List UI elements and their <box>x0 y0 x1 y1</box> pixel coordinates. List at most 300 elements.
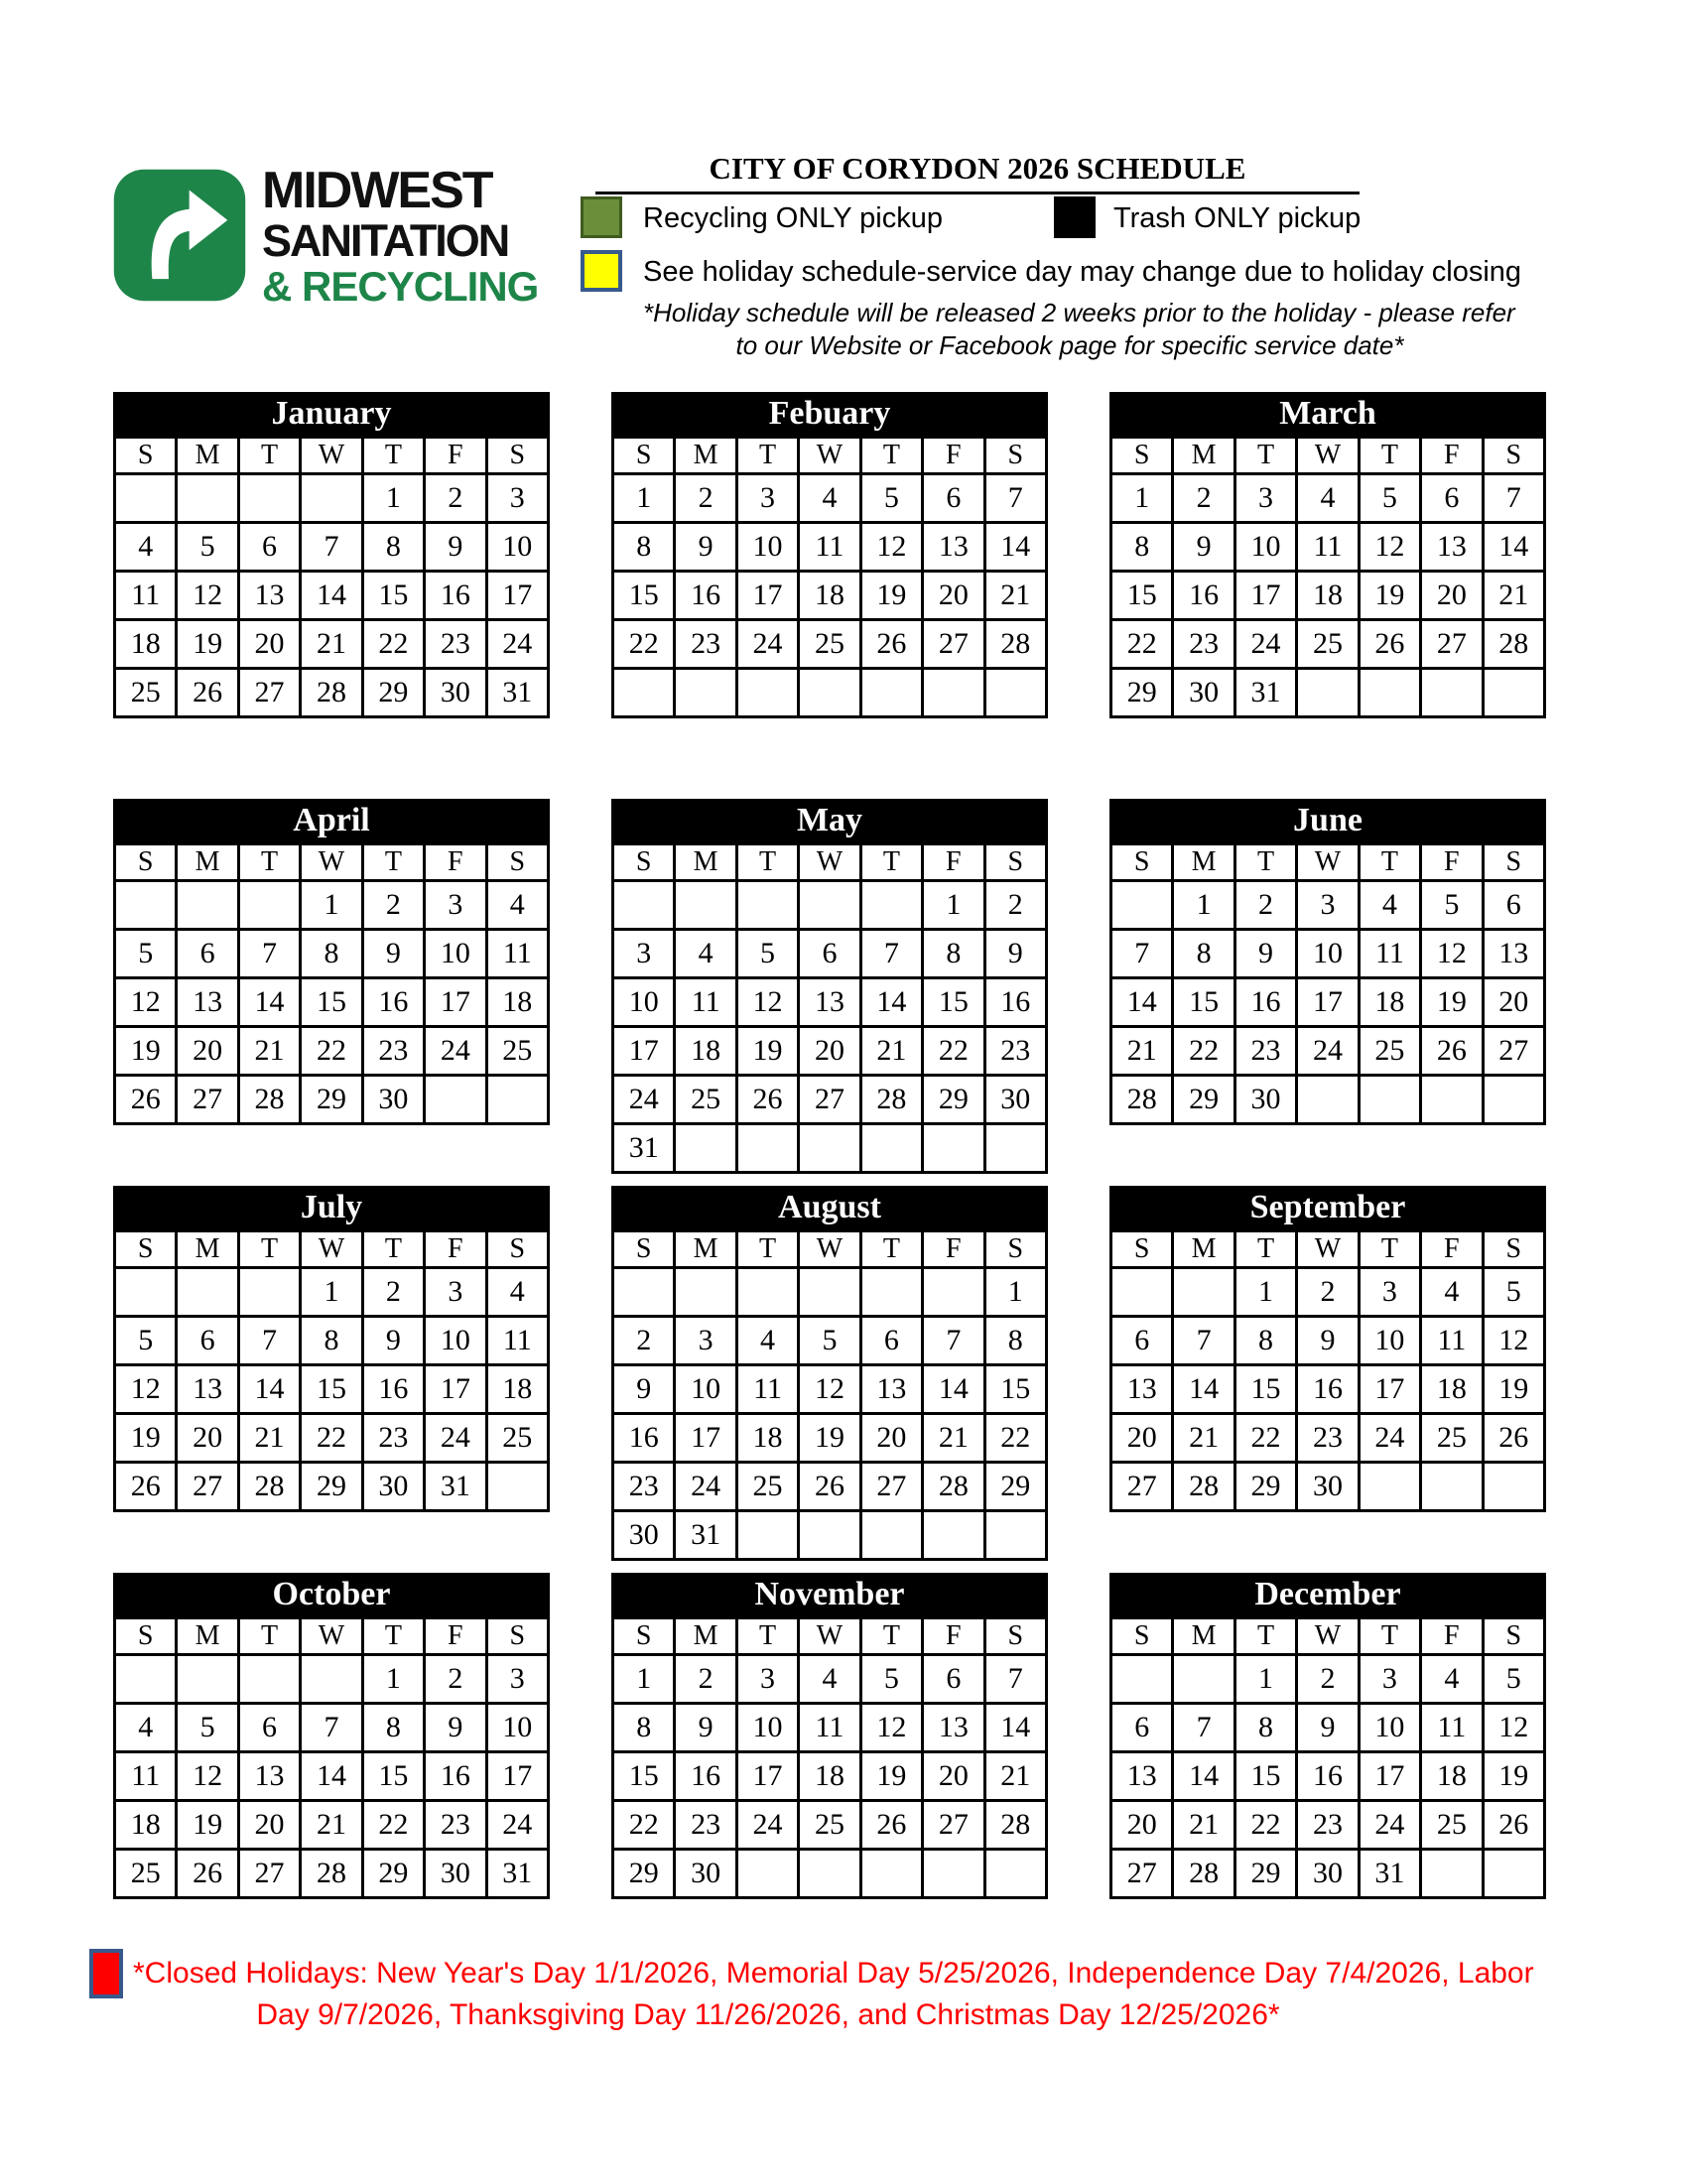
day-cell: 26 <box>1483 1801 1544 1850</box>
day-cell: 29 <box>923 1076 984 1124</box>
empty-cell <box>238 881 300 930</box>
day-cell: 24 <box>736 1801 798 1850</box>
day-cell: 14 <box>1111 978 1173 1027</box>
day-header-cell: M <box>1173 844 1234 881</box>
day-cell: 30 <box>362 1076 424 1124</box>
day-cell: 17 <box>486 1752 548 1801</box>
day-cell: 23 <box>1297 1801 1359 1850</box>
day-cell: 31 <box>486 1850 548 1898</box>
day-cell: 20 <box>799 1027 860 1076</box>
empty-cell <box>860 669 922 717</box>
day-cell: 22 <box>923 1027 984 1076</box>
month-title: April <box>113 799 550 842</box>
day-cell: 11 <box>486 1317 548 1365</box>
day-cell: 30 <box>1173 669 1234 717</box>
no-cell <box>860 1511 922 1560</box>
day-header-cell: T <box>1359 844 1420 881</box>
day-header-cell: S <box>1483 1231 1544 1268</box>
day-cell: 19 <box>1483 1365 1544 1414</box>
empty-cell <box>923 1268 984 1317</box>
day-cell: 18 <box>486 978 548 1027</box>
day-cell: 12 <box>860 523 922 572</box>
day-cell: 11 <box>1297 523 1359 572</box>
month-title: May <box>611 799 1048 842</box>
day-cell: 10 <box>425 1317 486 1365</box>
day-cell: 12 <box>1483 1704 1544 1752</box>
day-cell: 1 <box>613 1655 675 1704</box>
day-cell: 12 <box>177 572 238 620</box>
no-cell <box>923 1511 984 1560</box>
day-cell: 10 <box>425 930 486 978</box>
day-cell: 22 <box>362 620 424 669</box>
day-cell: 6 <box>1421 474 1483 523</box>
empty-cell <box>115 1655 177 1704</box>
day-cell: 31 <box>613 1124 675 1173</box>
day-cell: 28 <box>1173 1463 1234 1511</box>
day-cell: 26 <box>115 1463 177 1511</box>
day-cell: 26 <box>1359 620 1420 669</box>
empty-cell <box>1297 1076 1359 1124</box>
day-cell: 8 <box>613 1704 675 1752</box>
no-cell <box>675 1124 736 1173</box>
logo-line3: & RECYCLING <box>262 263 539 310</box>
day-cell: 19 <box>1359 572 1420 620</box>
day-header-cell: T <box>1234 1618 1296 1655</box>
day-cell: 24 <box>613 1076 675 1124</box>
day-cell: 5 <box>860 1655 922 1704</box>
day-cell: 13 <box>238 1752 300 1801</box>
day-header-cell: F <box>425 1231 486 1268</box>
day-header-cell: S <box>613 1231 675 1268</box>
empty-cell <box>1111 1655 1173 1704</box>
day-cell: 2 <box>1234 881 1296 930</box>
day-cell: 9 <box>1234 930 1296 978</box>
day-cell: 29 <box>362 669 424 717</box>
empty-cell <box>860 1850 922 1898</box>
day-cell: 26 <box>1421 1027 1483 1076</box>
day-cell: 28 <box>860 1076 922 1124</box>
day-cell: 6 <box>177 930 238 978</box>
day-cell: 28 <box>301 669 362 717</box>
day-cell: 5 <box>1421 881 1483 930</box>
day-header-cell: M <box>675 1231 736 1268</box>
day-cell: 6 <box>238 523 300 572</box>
day-cell: 20 <box>177 1414 238 1463</box>
day-cell: 15 <box>362 572 424 620</box>
day-header-cell: T <box>736 1231 798 1268</box>
empty-cell <box>1421 1076 1483 1124</box>
day-cell: 27 <box>923 1801 984 1850</box>
day-cell: 8 <box>301 1317 362 1365</box>
day-cell: 20 <box>1421 572 1483 620</box>
day-cell: 23 <box>425 620 486 669</box>
day-header-cell: S <box>613 1618 675 1655</box>
empty-cell <box>675 881 736 930</box>
day-cell: 23 <box>425 1801 486 1850</box>
day-cell: 5 <box>799 1317 860 1365</box>
recycling-legend-label: Recycling ONLY pickup <box>643 202 943 234</box>
day-header-cell: S <box>115 1618 177 1655</box>
day-cell: 28 <box>984 1801 1046 1850</box>
day-header-cell: S <box>115 1231 177 1268</box>
day-cell: 27 <box>799 1076 860 1124</box>
day-header-cell: M <box>675 438 736 474</box>
day-cell: 3 <box>425 881 486 930</box>
day-cell: 21 <box>1483 572 1544 620</box>
trash-swatch <box>1054 196 1096 238</box>
day-header-cell: T <box>1359 1618 1420 1655</box>
day-cell: 13 <box>238 572 300 620</box>
day-cell: 15 <box>301 1365 362 1414</box>
day-cell: 22 <box>1234 1801 1296 1850</box>
day-cell: 2 <box>362 1268 424 1317</box>
day-cell: 30 <box>362 1463 424 1511</box>
day-cell: 2 <box>613 1317 675 1365</box>
day-header-cell: M <box>1173 438 1234 474</box>
recycling-arrow-icon <box>111 167 248 304</box>
day-header-cell: T <box>238 1231 300 1268</box>
day-cell: 14 <box>1483 523 1544 572</box>
day-cell: 24 <box>1297 1027 1359 1076</box>
day-header-cell: F <box>425 1618 486 1655</box>
day-cell: 26 <box>177 669 238 717</box>
day-cell: 17 <box>425 1365 486 1414</box>
day-cell: 11 <box>736 1365 798 1414</box>
day-cell: 21 <box>984 1752 1046 1801</box>
day-header-cell: F <box>1421 1231 1483 1268</box>
day-cell: 21 <box>301 620 362 669</box>
day-header-cell: M <box>177 1618 238 1655</box>
day-cell: 8 <box>1234 1704 1296 1752</box>
day-cell: 26 <box>115 1076 177 1124</box>
day-cell: 27 <box>238 1850 300 1898</box>
day-cell: 16 <box>1173 572 1234 620</box>
day-cell: 29 <box>301 1076 362 1124</box>
day-cell: 22 <box>613 620 675 669</box>
day-cell: 29 <box>984 1463 1046 1511</box>
day-cell: 11 <box>1359 930 1420 978</box>
holiday-legend-label: See holiday schedule-service day may change due to holiday closing <box>643 256 1522 288</box>
day-cell: 16 <box>1297 1365 1359 1414</box>
day-cell: 19 <box>177 620 238 669</box>
day-cell: 3 <box>486 474 548 523</box>
day-header-cell: M <box>675 844 736 881</box>
day-cell: 20 <box>238 620 300 669</box>
day-cell: 13 <box>799 978 860 1027</box>
day-cell: 1 <box>613 474 675 523</box>
day-cell: 24 <box>1234 620 1296 669</box>
no-cell <box>923 1124 984 1173</box>
day-cell: 6 <box>1111 1704 1173 1752</box>
day-cell: 5 <box>860 474 922 523</box>
month-may <box>611 799 1048 1174</box>
month-title: October <box>113 1573 550 1616</box>
empty-cell <box>1297 669 1359 717</box>
day-cell: 8 <box>613 523 675 572</box>
day-cell: 23 <box>1234 1027 1296 1076</box>
day-cell: 13 <box>923 1704 984 1752</box>
closed-holidays-line2: Day 9/7/2026, Thanksgiving Day 11/26/2026, and Christmas Day 12/25/2026* <box>256 1998 1280 2031</box>
empty-cell <box>1421 669 1483 717</box>
day-cell: 7 <box>301 1704 362 1752</box>
day-cell: 12 <box>115 978 177 1027</box>
day-cell: 2 <box>984 881 1046 930</box>
day-cell: 10 <box>736 523 798 572</box>
day-header-cell: T <box>238 438 300 474</box>
day-cell: 11 <box>799 1704 860 1752</box>
day-header-cell: S <box>115 844 177 881</box>
empty-cell <box>799 669 860 717</box>
day-cell: 12 <box>799 1365 860 1414</box>
day-cell: 12 <box>1483 1317 1544 1365</box>
day-header-cell: W <box>799 438 860 474</box>
empty-cell <box>675 669 736 717</box>
day-cell: 15 <box>1173 978 1234 1027</box>
day-cell: 27 <box>1421 620 1483 669</box>
day-cell: 4 <box>115 1704 177 1752</box>
day-header-cell: F <box>1421 438 1483 474</box>
day-cell: 8 <box>301 930 362 978</box>
empty-cell <box>1173 1268 1234 1317</box>
day-header-cell: S <box>984 438 1046 474</box>
day-header-cell: T <box>1359 1231 1420 1268</box>
day-cell: 27 <box>1111 1463 1173 1511</box>
day-cell: 10 <box>486 1704 548 1752</box>
day-cell: 3 <box>1297 881 1359 930</box>
day-cell: 2 <box>425 474 486 523</box>
day-cell: 4 <box>736 1317 798 1365</box>
day-cell: 29 <box>1173 1076 1234 1124</box>
day-cell: 4 <box>115 523 177 572</box>
empty-cell <box>923 1850 984 1898</box>
day-cell: 7 <box>1173 1317 1234 1365</box>
day-cell: 18 <box>675 1027 736 1076</box>
day-cell: 25 <box>486 1414 548 1463</box>
day-cell: 17 <box>1234 572 1296 620</box>
day-cell: 15 <box>613 572 675 620</box>
empty-cell <box>115 474 177 523</box>
day-header-cell: T <box>362 844 424 881</box>
day-cell: 6 <box>238 1704 300 1752</box>
day-cell: 16 <box>613 1414 675 1463</box>
day-cell: 24 <box>675 1463 736 1511</box>
day-cell: 25 <box>486 1027 548 1076</box>
day-cell: 26 <box>736 1076 798 1124</box>
day-cell: 3 <box>425 1268 486 1317</box>
day-cell: 17 <box>1359 1752 1420 1801</box>
day-header-cell: T <box>238 1618 300 1655</box>
day-cell: 15 <box>1111 572 1173 620</box>
day-cell: 14 <box>301 1752 362 1801</box>
day-cell: 16 <box>984 978 1046 1027</box>
day-cell: 19 <box>115 1027 177 1076</box>
day-cell: 7 <box>984 474 1046 523</box>
empty-cell <box>1483 1463 1544 1511</box>
day-header-cell: W <box>799 844 860 881</box>
day-cell: 29 <box>1111 669 1173 717</box>
empty-cell <box>860 881 922 930</box>
day-cell: 3 <box>675 1317 736 1365</box>
no-cell <box>984 1124 1046 1173</box>
day-cell: 1 <box>362 474 424 523</box>
day-cell: 22 <box>984 1414 1046 1463</box>
day-cell: 20 <box>923 572 984 620</box>
day-cell: 9 <box>984 930 1046 978</box>
day-cell: 29 <box>301 1463 362 1511</box>
day-header-cell: W <box>1297 438 1359 474</box>
month-title: July <box>113 1186 550 1229</box>
day-cell: 30 <box>1297 1463 1359 1511</box>
day-cell: 9 <box>362 1317 424 1365</box>
day-cell: 6 <box>860 1317 922 1365</box>
day-header-cell: S <box>1111 1231 1173 1268</box>
day-cell: 22 <box>362 1801 424 1850</box>
day-cell: 5 <box>736 930 798 978</box>
day-cell: 20 <box>1111 1801 1173 1850</box>
day-cell: 2 <box>675 474 736 523</box>
day-cell: 15 <box>923 978 984 1027</box>
day-cell: 8 <box>362 1704 424 1752</box>
day-cell: 28 <box>301 1850 362 1898</box>
day-cell: 20 <box>860 1414 922 1463</box>
day-cell: 5 <box>1483 1268 1544 1317</box>
day-cell: 30 <box>984 1076 1046 1124</box>
day-cell: 11 <box>115 572 177 620</box>
empty-cell <box>486 1463 548 1511</box>
day-cell: 5 <box>1483 1655 1544 1704</box>
day-cell: 18 <box>1359 978 1420 1027</box>
day-header-cell: W <box>1297 1618 1359 1655</box>
day-cell: 1 <box>1111 474 1173 523</box>
day-cell: 30 <box>613 1511 675 1560</box>
day-header-cell: M <box>1173 1231 1234 1268</box>
day-cell: 13 <box>177 1365 238 1414</box>
day-cell: 24 <box>1359 1414 1420 1463</box>
day-header-cell: T <box>860 438 922 474</box>
empty-cell <box>115 881 177 930</box>
trash-legend-label: Trash ONLY pickup <box>1113 202 1362 234</box>
logo <box>111 162 568 325</box>
day-cell: 10 <box>1359 1317 1420 1365</box>
day-cell: 25 <box>799 1801 860 1850</box>
day-cell: 5 <box>177 1704 238 1752</box>
no-cell <box>799 1124 860 1173</box>
day-cell: 23 <box>984 1027 1046 1076</box>
day-cell: 8 <box>1173 930 1234 978</box>
day-cell: 29 <box>1234 1850 1296 1898</box>
day-header-cell: T <box>860 844 922 881</box>
day-cell: 31 <box>1359 1850 1420 1898</box>
day-cell: 19 <box>736 1027 798 1076</box>
day-cell: 10 <box>1359 1704 1420 1752</box>
day-cell: 15 <box>1234 1365 1296 1414</box>
day-cell: 25 <box>115 669 177 717</box>
day-cell: 20 <box>177 1027 238 1076</box>
day-cell: 10 <box>675 1365 736 1414</box>
day-header-cell: T <box>1234 438 1296 474</box>
day-cell: 4 <box>1297 474 1359 523</box>
day-header-cell: S <box>1111 844 1173 881</box>
empty-cell <box>1359 1076 1420 1124</box>
day-cell: 1 <box>1173 881 1234 930</box>
day-cell: 25 <box>1359 1027 1420 1076</box>
day-cell: 25 <box>675 1076 736 1124</box>
day-cell: 25 <box>1421 1801 1483 1850</box>
day-cell: 21 <box>238 1414 300 1463</box>
day-cell: 26 <box>860 1801 922 1850</box>
day-header-cell: M <box>177 1231 238 1268</box>
day-cell: 12 <box>177 1752 238 1801</box>
no-cell <box>736 1124 798 1173</box>
empty-cell <box>799 1268 860 1317</box>
day-cell: 21 <box>1173 1414 1234 1463</box>
day-cell: 25 <box>1421 1414 1483 1463</box>
empty-cell <box>238 474 300 523</box>
day-cell: 15 <box>362 1752 424 1801</box>
day-cell: 21 <box>238 1027 300 1076</box>
day-header-cell: S <box>984 1231 1046 1268</box>
day-cell: 4 <box>1421 1268 1483 1317</box>
day-cell: 26 <box>1483 1414 1544 1463</box>
day-cell: 10 <box>1234 523 1296 572</box>
closed-holiday-swatch <box>89 1949 123 1998</box>
day-cell: 26 <box>860 620 922 669</box>
day-cell: 15 <box>1234 1752 1296 1801</box>
empty-cell <box>736 669 798 717</box>
day-header-cell: M <box>675 1618 736 1655</box>
day-cell: 1 <box>362 1655 424 1704</box>
day-cell: 14 <box>1173 1365 1234 1414</box>
day-header-cell: T <box>362 1618 424 1655</box>
day-cell: 27 <box>860 1463 922 1511</box>
empty-cell <box>736 1268 798 1317</box>
day-header-cell: W <box>1297 1231 1359 1268</box>
day-cell: 17 <box>613 1027 675 1076</box>
empty-cell <box>860 1268 922 1317</box>
empty-cell <box>613 1268 675 1317</box>
day-cell: 20 <box>238 1801 300 1850</box>
day-cell: 14 <box>1173 1752 1234 1801</box>
day-cell: 28 <box>238 1463 300 1511</box>
day-cell: 24 <box>425 1414 486 1463</box>
day-cell: 10 <box>736 1704 798 1752</box>
no-cell <box>984 1511 1046 1560</box>
empty-cell <box>1173 1655 1234 1704</box>
month-title: Febuary <box>611 392 1048 436</box>
day-cell: 20 <box>923 1752 984 1801</box>
empty-cell <box>177 881 238 930</box>
day-header-cell: F <box>425 844 486 881</box>
day-cell: 8 <box>984 1317 1046 1365</box>
day-cell: 25 <box>799 620 860 669</box>
day-cell: 4 <box>486 1268 548 1317</box>
day-header-cell: S <box>984 1618 1046 1655</box>
empty-cell <box>1483 669 1544 717</box>
day-cell: 24 <box>486 1801 548 1850</box>
day-header-cell: M <box>1173 1618 1234 1655</box>
day-cell: 10 <box>613 978 675 1027</box>
day-header-cell: S <box>486 438 548 474</box>
day-cell: 7 <box>301 523 362 572</box>
day-cell: 14 <box>923 1365 984 1414</box>
day-cell: 1 <box>301 881 362 930</box>
day-cell: 14 <box>238 978 300 1027</box>
day-cell: 10 <box>486 523 548 572</box>
day-cell: 6 <box>923 474 984 523</box>
day-cell: 29 <box>613 1850 675 1898</box>
day-cell: 23 <box>613 1463 675 1511</box>
empty-cell <box>613 669 675 717</box>
